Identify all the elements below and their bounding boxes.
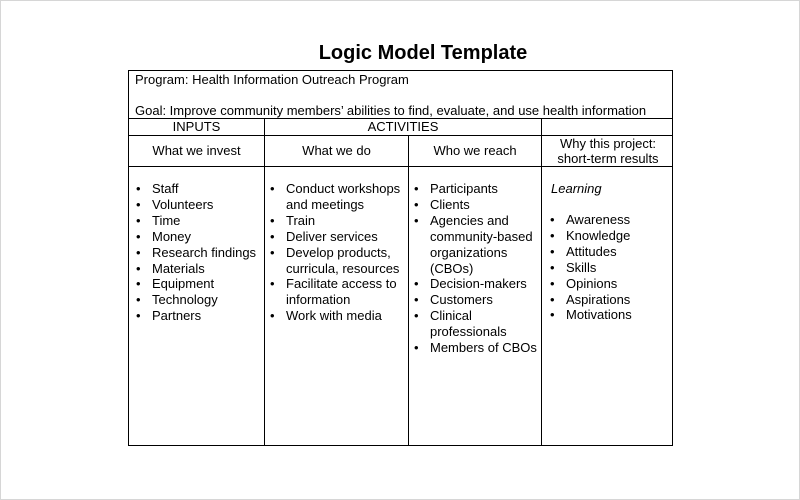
results-list: [547, 212, 672, 323]
list-item: • Decision-makers: [411, 276, 541, 292]
header-activities: ACTIVITIES: [367, 119, 439, 134]
list-item: • Skills: [547, 260, 672, 276]
list-item: • Time: [133, 213, 263, 229]
invest-list: [133, 181, 263, 324]
list-item: • Conduct workshops and meetings: [267, 181, 407, 213]
header-inputs: INPUTS: [172, 119, 221, 134]
header-reach: Who we reach: [433, 143, 517, 158]
divider: [541, 118, 542, 446]
goal-text: Goal: Improve community members’ abilities to find, evaluate, and use health information: [135, 103, 647, 118]
list-item: • Staff: [133, 181, 263, 197]
divider: [264, 118, 265, 446]
list-item: • Volunteers: [133, 197, 263, 213]
list-item: • Research findings: [133, 245, 263, 261]
header-do: What we do: [302, 143, 371, 158]
list-item: • Awareness: [547, 212, 672, 228]
header-why: [542, 136, 674, 166]
list-item: • Facilitate access to information: [267, 276, 407, 308]
list-item: • Participants: [411, 181, 541, 197]
header-why-line1: Why this project:: [559, 136, 657, 151]
divider: [408, 135, 409, 446]
reach-list: [411, 181, 541, 356]
list-item: • Knowledge: [547, 228, 672, 244]
list-item: • Develop products, curricula, resources: [267, 245, 407, 277]
list-item: • Members of CBOs: [411, 340, 541, 356]
header-why-line2: short-term results: [557, 151, 659, 166]
header-invest: What we invest: [152, 143, 241, 158]
list-item: • Materials: [133, 261, 263, 277]
list-item: • Motivations: [547, 307, 672, 323]
list-item: • Technology: [133, 292, 263, 308]
logic-model-table: [128, 70, 673, 446]
results-heading: Learning: [551, 181, 602, 196]
page-title: Logic Model Template: [318, 42, 528, 64]
list-item: • Aspirations: [547, 292, 672, 308]
list-item: • Opinions: [547, 276, 672, 292]
list-item: • Work with media: [267, 308, 407, 324]
divider: [129, 166, 672, 167]
do-list: [267, 181, 407, 324]
list-item: • Attitudes: [547, 244, 672, 260]
list-item: • Clients: [411, 197, 541, 213]
program-text: Program: Health Information Outreach Program: [135, 72, 409, 87]
list-item: • Deliver services: [267, 229, 407, 245]
list-item: • Money: [133, 229, 263, 245]
list-item: • Train: [267, 213, 407, 229]
list-item: • Clinical professionals: [411, 308, 541, 340]
list-item: • Equipment: [133, 276, 263, 292]
list-item: • Customers: [411, 292, 541, 308]
list-item: • Partners: [133, 308, 263, 324]
list-item: • Agencies and community-based organizations (CBOs): [411, 213, 541, 277]
